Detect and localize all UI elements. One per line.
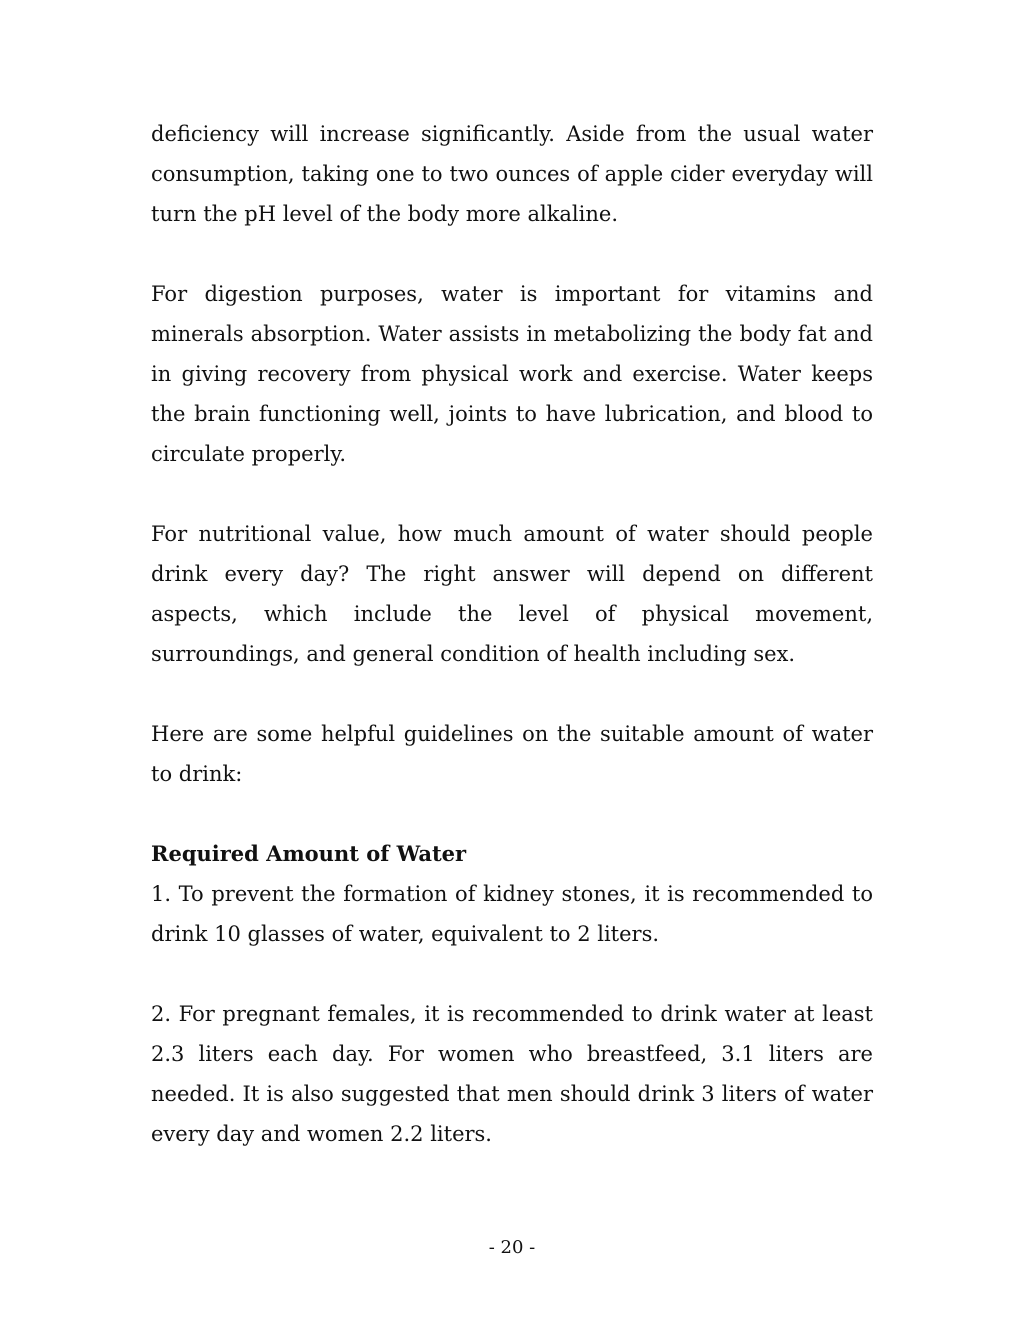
list-item-pregnant-females: 2. For pregnant females, it is recommended to drink water at least 2.3 liters each day. For women who breastfeed, 3.1 liters are needed. It is also suggested that men should drink 3 liters of water every day and women 2.2 liters. [151,1002,873,1146]
required-amount-section [151,834,873,1154]
paragraph-nutritional-value: For nutritional value, how much amount of water should people drink every day? The right answer will depend on different aspects, which include the level of physical movement, surroundings, and general condition of health including sex. [151,522,873,666]
page-body [151,114,873,1154]
section-heading: Required Amount of Water [151,841,467,866]
list-item-kidney-stones: 1. To prevent the formation of kidney stones, it is recommended to drink 10 glasses of water, equivalent to 2 liters. [151,882,873,946]
paragraph-guidelines-intro: Here are some helpful guidelines on the suitable amount of water to drink: [151,722,873,786]
page-number: - 20 - [488,1237,536,1258]
paragraph-deficiency: deficiency will increase significantly. Aside from the usual water consumption, taking one to two ounces of apple cider everyday will turn the pH level of the body more alkaline. [151,122,873,226]
paragraph-digestion: For digestion purposes, water is important for vitamins and minerals absorption. Water assists in metabolizing the body fat and in giving recovery from physical work and exercise. Water keeps the brain functioning well, joints to have lubrication, and blood to circulate properly. [151,282,873,466]
